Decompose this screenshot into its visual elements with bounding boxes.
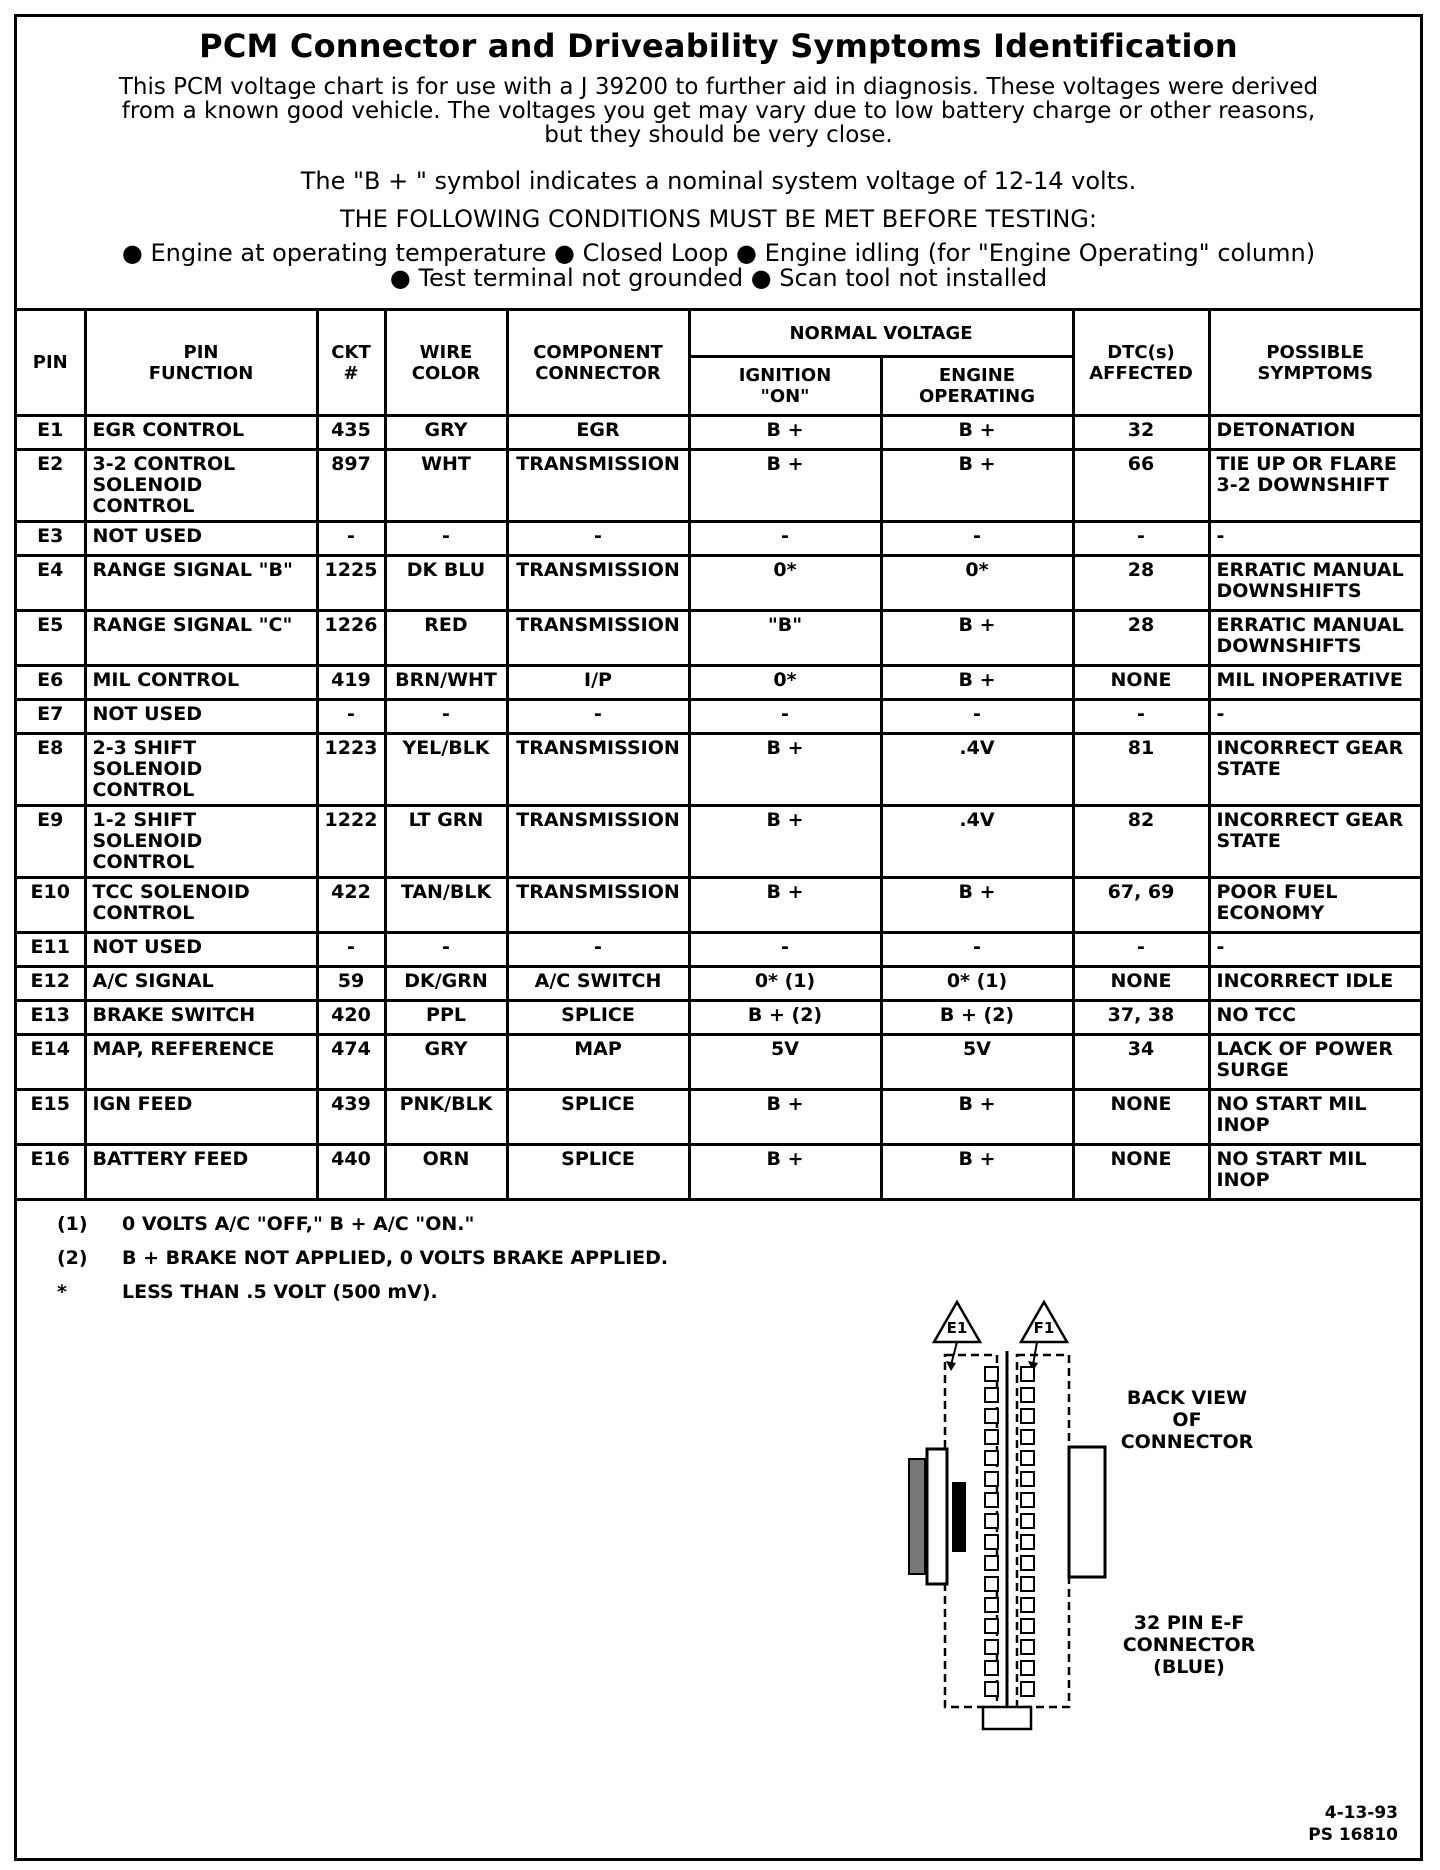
cell-possible-symptoms: ERRATIC MANUAL DOWNSHIFTS [1209,556,1420,611]
cell-engine-operating: B + [881,416,1073,450]
lock-tab [1069,1447,1105,1577]
cell-pin: E5 [17,611,85,666]
cell-pin: E11 [17,933,85,967]
cell-possible-symptoms: MIL INOPERATIVE [1209,666,1420,700]
cell-component-connector: - [507,700,689,734]
back-view-text: BACK VIEW OF CONNECTOR [1120,1387,1254,1453]
cell-ignition-on: - [689,522,881,556]
cell-engine-operating: B + [881,1090,1073,1145]
pin-cavity-left [985,1367,998,1381]
cell-ckt: 435 [317,416,385,450]
pin-cavity-right [1021,1682,1034,1696]
connector-type-text: 32 PIN E-F CONNECTOR (BLUE) [1122,1612,1256,1678]
cell-component-connector: TRANSMISSION [507,611,689,666]
header-label: NORMAL VOLTAGE [789,322,973,344]
cell-ckt: 897 [317,450,385,522]
cell-wire-color: - [385,522,507,556]
cell-wire-color: DK BLU [385,556,507,611]
cell-dtc-affected: 28 [1073,611,1209,666]
pin-voltage-table [17,311,1420,1201]
pin-cavity-right [1021,1577,1034,1591]
pin-cavity-left [985,1661,998,1675]
arrow-icon [1033,1342,1037,1365]
cell-component-connector: TRANSMISSION [507,556,689,611]
footnote [57,1213,668,1235]
cell-wire-color: TAN/BLK [385,878,507,933]
doc-date: 4-13-93 [1324,1803,1398,1823]
cell-component-connector: - [507,522,689,556]
cell-pin: E1 [17,416,85,450]
cell-ckt: - [317,522,385,556]
cell-component-connector: - [507,933,689,967]
cell-dtc-affected: 81 [1073,734,1209,806]
pin-cavity-left [985,1619,998,1633]
pin-cells [985,1367,1034,1696]
latch [927,1449,947,1584]
header-ckt [317,311,385,416]
header-ignition-on [689,357,881,416]
cell-wire-color: PNK/BLK [385,1090,507,1145]
cell-engine-operating: - [881,700,1073,734]
table-row [17,806,1420,878]
cell-wire-color: - [385,700,507,734]
cell-possible-symptoms: INCORRECT GEAR STATE [1209,806,1420,878]
cell-possible-symptoms: DETONATION [1209,416,1420,450]
cell-pin: E7 [17,700,85,734]
cell-engine-operating: .4V [881,806,1073,878]
cell-pin: E13 [17,1001,85,1035]
cell-pin: E14 [17,1035,85,1090]
doc-code: PS 16810 [1308,1825,1398,1845]
arrow-icon [946,1361,956,1371]
cell-ckt: 474 [317,1035,385,1090]
page-title: PCM Connector and Driveability Symptoms Identification [199,27,1238,65]
cell-ckt: 439 [317,1090,385,1145]
cell-dtc-affected: 28 [1073,556,1209,611]
table-row [17,967,1420,1001]
pin-cavity-left [985,1472,998,1486]
cell-dtc-affected: 82 [1073,806,1209,878]
cell-engine-operating: 5V [881,1035,1073,1090]
table-row [17,611,1420,666]
table-row [17,1035,1420,1090]
cell-engine-operating: 0* (1) [881,967,1073,1001]
cell-pin: E16 [17,1145,85,1200]
cell-wire-color: ORN [385,1145,507,1200]
cell-wire-color: WHT [385,450,507,522]
cell-ckt: 1226 [317,611,385,666]
connector-foot [983,1707,1031,1729]
pin-cavity-right [1021,1535,1034,1549]
table-row [17,1090,1420,1145]
table-row [17,700,1420,734]
pin-cavity-right [1021,1472,1034,1486]
cell-possible-symptoms: LACK OF POWER SURGE [1209,1035,1420,1090]
cell-possible-symptoms: INCORRECT IDLE [1209,967,1420,1001]
cell-ignition-on: B + [689,878,881,933]
pin-cavity-right [1021,1556,1034,1570]
cell-dtc-affected: 37, 38 [1073,1001,1209,1035]
cell-pin: E9 [17,806,85,878]
cell-ignition-on: "B" [689,611,881,666]
cell-component-connector: SPLICE [507,1001,689,1035]
conditions-heading: THE FOLLOWING CONDITIONS MUST BE MET BEFORE TESTING: [339,205,1097,233]
pin-cavity-left [985,1535,998,1549]
cell-dtc-affected: NONE [1073,666,1209,700]
cell-pin-function: TCC SOLENOID CONTROL [85,878,317,933]
cell-component-connector: I/P [507,666,689,700]
table-row [17,734,1420,806]
cell-pin: E8 [17,734,85,806]
cell-wire-color: YEL/BLK [385,734,507,806]
pin-cavity-left [985,1556,998,1570]
pin-cavity-right [1021,1619,1034,1633]
cell-component-connector: TRANSMISSION [507,450,689,522]
page-frame [14,14,1423,1861]
cell-ignition-on: 0* [689,666,881,700]
cell-pin-function: BATTERY FEED [85,1145,317,1200]
cell-component-connector: TRANSMISSION [507,734,689,806]
header-label: POSSIBLE SYMPTOMS [1257,341,1374,384]
cell-pin-function: MIL CONTROL [85,666,317,700]
table-row [17,666,1420,700]
pin-cavity-right [1021,1514,1034,1528]
pin-cavity-left [985,1409,998,1423]
cell-engine-operating: - [881,933,1073,967]
header-label: PIN FUNCTION [148,341,254,384]
cell-dtc-affected: NONE [1073,1145,1209,1200]
cell-wire-color: LT GRN [385,806,507,878]
cell-dtc-affected: - [1073,700,1209,734]
cell-dtc-affected: 32 [1073,416,1209,450]
cell-pin: E12 [17,967,85,1001]
intro-text [77,75,1360,147]
arrow-icon [951,1342,957,1365]
cell-pin-function: RANGE SIGNAL "C" [85,611,317,666]
cell-ignition-on: B + [689,1145,881,1200]
cell-component-connector: SPLICE [507,1090,689,1145]
footnote-mark: * [57,1281,67,1303]
cell-pin-function: 2-3 SHIFT SOLENOID CONTROL [85,734,317,806]
bplus-note: The "B + " symbol indicates a nominal system voltage of 12-14 volts. [300,167,1137,195]
header-component-connector [507,311,689,416]
pin-cavity-right [1021,1430,1034,1444]
cell-ckt: 420 [317,1001,385,1035]
pin-cavity-right [1021,1661,1034,1675]
table-body [17,416,1420,1200]
latch-grip [909,1459,925,1574]
cell-pin-function: MAP, REFERENCE [85,1035,317,1090]
header-label: CKT # [331,341,371,384]
cell-wire-color: DK/GRN [385,967,507,1001]
cell-ckt: 440 [317,1145,385,1200]
cell-component-connector: TRANSMISSION [507,878,689,933]
pin-cavity-left [985,1598,998,1612]
cell-component-connector: MAP [507,1035,689,1090]
table-row [17,933,1420,967]
cell-ignition-on: B + [689,450,881,522]
cell-dtc-affected: - [1073,933,1209,967]
cell-dtc-affected: - [1073,522,1209,556]
cell-engine-operating: - [881,522,1073,556]
footnote-mark: (1) [57,1213,88,1235]
cell-possible-symptoms: POOR FUEL ECONOMY [1209,878,1420,933]
cell-dtc-affected: NONE [1073,967,1209,1001]
footnote [57,1247,668,1269]
connector-diagram [897,1287,1297,1737]
cell-pin: E6 [17,666,85,700]
table-row [17,1001,1420,1035]
footnote-text: B + BRAKE NOT APPLIED, 0 VOLTS BRAKE APPLIED. [122,1247,669,1269]
cell-wire-color: PPL [385,1001,507,1035]
cell-pin: E3 [17,522,85,556]
cell-possible-symptoms: INCORRECT GEAR STATE [1209,734,1420,806]
table-row [17,522,1420,556]
pin-cavity-right [1021,1388,1034,1402]
cell-engine-operating: B + [881,666,1073,700]
cell-ckt: 1222 [317,806,385,878]
pin-cavity-right [1021,1598,1034,1612]
pin-cavity-left [985,1682,998,1696]
cell-wire-color: GRY [385,416,507,450]
cell-ignition-on: B + (2) [689,1001,881,1035]
cell-ignition-on: 5V [689,1035,881,1090]
header [17,17,1420,311]
pin-cavity-left [985,1514,998,1528]
header-possible-symptoms [1209,311,1420,416]
marker-e1-label: E1 [946,1319,968,1337]
back-view-label [1112,1387,1262,1453]
table-row [17,450,1420,522]
cell-component-connector: SPLICE [507,1145,689,1200]
cell-engine-operating: B + (2) [881,1001,1073,1035]
cell-engine-operating: B + [881,1145,1073,1200]
conditions-line: ● Test terminal not grounded ● Scan tool not installed [389,264,1048,292]
cell-wire-color: BRN/WHT [385,666,507,700]
cell-possible-symptoms: TIE UP OR FLARE 3-2 DOWNSHIFT [1209,450,1420,522]
cell-pin-function: IGN FEED [85,1090,317,1145]
cell-ckt: 59 [317,967,385,1001]
cell-pin-function: A/C SIGNAL [85,967,317,1001]
pin-cavity-left [985,1493,998,1507]
cell-ckt: 422 [317,878,385,933]
cell-possible-symptoms: NO START MIL INOP [1209,1145,1420,1200]
cell-engine-operating: .4V [881,734,1073,806]
cell-dtc-affected: 67, 69 [1073,878,1209,933]
intro-line: but they should be very close. [544,122,893,148]
header-label: WIRE COLOR [411,341,481,384]
cell-ignition-on: B + [689,734,881,806]
cell-possible-symptoms: NO START MIL INOP [1209,1090,1420,1145]
table-row [17,556,1420,611]
cell-possible-symptoms: - [1209,522,1420,556]
cell-engine-operating: B + [881,450,1073,522]
header-label: ENGINE OPERATING [919,365,1035,407]
header-normal-voltage [689,311,1073,357]
pin-cavity-right [1021,1367,1034,1381]
conditions-line: ● Engine at operating temperature ● Closed Loop ● Engine idling (for "Engine Operating" column) [121,239,1316,267]
cell-pin-function: BRAKE SWITCH [85,1001,317,1035]
pin-cavity-right [1021,1451,1034,1465]
marker-f1-label: F1 [1033,1319,1055,1337]
cell-pin-function: 1-2 SHIFT SOLENOID CONTROL [85,806,317,878]
footnote-text: 0 VOLTS A/C "OFF," B + A/C "ON." [122,1213,475,1235]
pin-cavity-left [985,1388,998,1402]
pin-cavity-left [985,1430,998,1444]
cell-dtc-affected: 66 [1073,450,1209,522]
pin-cavity-right [1021,1640,1034,1654]
header-label: IGNITION "ON" [738,365,832,407]
cell-engine-operating: B + [881,611,1073,666]
cell-ignition-on: B + [689,806,881,878]
cell-ignition-on: - [689,933,881,967]
intro-line: from a known good vehicle. The voltages you get may vary due to low battery charge or other reasons, [121,98,1316,124]
cell-ckt: - [317,700,385,734]
cell-wire-color: RED [385,611,507,666]
cell-wire-color: - [385,933,507,967]
header-label: DTC(s) AFFECTED [1089,341,1193,384]
pin-cavity-left [985,1451,998,1465]
connector-type-label [1109,1612,1269,1678]
header-label: COMPONENT CONNECTOR [533,341,663,384]
footnote-mark: (2) [57,1247,88,1269]
cell-pin-function: NOT USED [85,700,317,734]
header-wire-color [385,311,507,416]
cell-ckt: 1225 [317,556,385,611]
cell-possible-symptoms: ERRATIC MANUAL DOWNSHIFTS [1209,611,1420,666]
footnote [57,1281,668,1303]
cell-component-connector: TRANSMISSION [507,806,689,878]
cell-ckt: 419 [317,666,385,700]
latch-slot [952,1482,966,1552]
cell-pin-function: 3-2 CONTROL SOLENOID CONTROL [85,450,317,522]
document-reference [1308,1802,1398,1846]
pin-cavity-left [985,1640,998,1654]
table-row [17,416,1420,450]
table-row [17,1145,1420,1200]
cell-ckt: 1223 [317,734,385,806]
cell-possible-symptoms: - [1209,700,1420,734]
cell-possible-symptoms: - [1209,933,1420,967]
cell-pin-function: EGR CONTROL [85,416,317,450]
cell-pin: E4 [17,556,85,611]
pin-cavity-right [1021,1493,1034,1507]
cell-pin-function: RANGE SIGNAL "B" [85,556,317,611]
pin-cavity-right [1021,1409,1034,1423]
cell-component-connector: A/C SWITCH [507,967,689,1001]
pin-cavity-left [985,1577,998,1591]
header-pin [17,311,85,416]
cell-pin: E2 [17,450,85,522]
cell-ignition-on: 0* (1) [689,967,881,1001]
cell-ignition-on: - [689,700,881,734]
header-engine-operating [881,357,1073,416]
table-row [17,878,1420,933]
cell-possible-symptoms: NO TCC [1209,1001,1420,1035]
cell-ignition-on: B + [689,1090,881,1145]
cell-pin-function: NOT USED [85,933,317,967]
cell-ckt: - [317,933,385,967]
cell-ignition-on: B + [689,416,881,450]
cell-ignition-on: 0* [689,556,881,611]
cell-dtc-affected: 34 [1073,1035,1209,1090]
cell-wire-color: GRY [385,1035,507,1090]
header-label: PIN [32,352,68,373]
header-pin-function [85,311,317,416]
cell-pin: E10 [17,878,85,933]
cell-engine-operating: 0* [881,556,1073,611]
cell-pin-function: NOT USED [85,522,317,556]
cell-pin: E15 [17,1090,85,1145]
footnote-text: LESS THAN .5 VOLT (500 mV). [122,1281,438,1303]
cell-component-connector: EGR [507,416,689,450]
intro-line: This PCM voltage chart is for use with a J 39200 to further aid in diagnosis. These voltages were derived [118,74,1319,100]
header-dtc-affected [1073,311,1209,416]
cell-dtc-affected: NONE [1073,1090,1209,1145]
footnotes [57,1213,668,1315]
cell-engine-operating: B + [881,878,1073,933]
